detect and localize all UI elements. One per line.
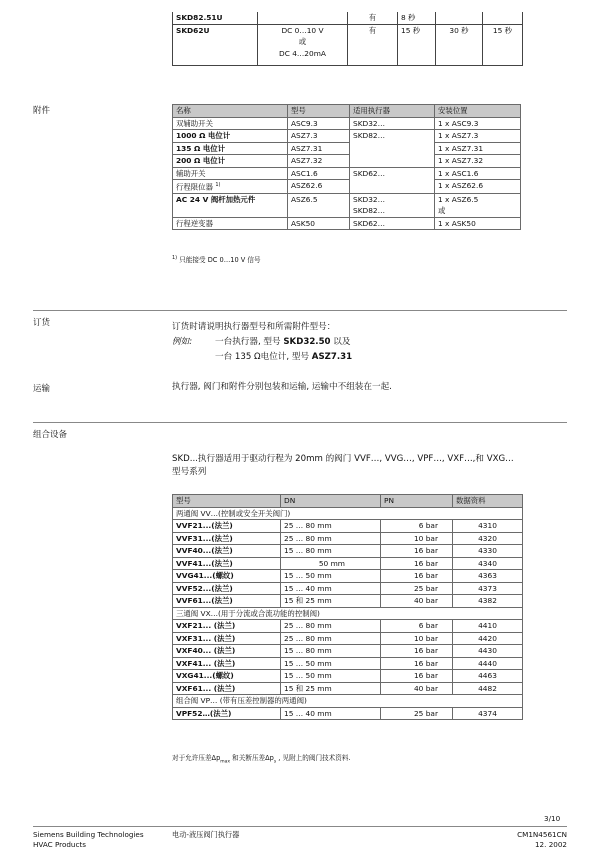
cell: SKD62…	[350, 167, 435, 180]
example-label: 例如:	[172, 337, 193, 347]
cell: 10 bar	[381, 532, 453, 545]
section-divider	[33, 422, 567, 423]
cell: 15 和 25 mm	[281, 595, 381, 608]
cell: 4420	[453, 632, 523, 645]
table-row	[173, 545, 523, 558]
cell: 15 秒	[483, 24, 523, 65]
cell: 4320	[453, 532, 523, 545]
cell: VVG41...(螺纹)	[173, 570, 281, 583]
cell: 30 秒	[436, 24, 483, 65]
cell-line: 或	[438, 206, 446, 216]
cell	[435, 193, 521, 217]
cell: 有	[348, 12, 398, 24]
valves-table	[172, 494, 523, 720]
cell: ASZ7.3	[288, 130, 350, 143]
cell: 4363	[453, 570, 523, 583]
note-text: 对于允许压差Δp	[172, 754, 221, 762]
table-row	[173, 142, 521, 155]
footer-doc-id	[517, 830, 567, 849]
devices-intro-line-1: SKD...执行器适用于驱动行程为 20mm 的阀门 VVF…, VVG…, VPF…, VXF…,和 VXG…	[172, 454, 514, 464]
footnote-mark: 1)	[172, 254, 178, 261]
column-header: 安装位置	[435, 105, 521, 118]
cell: ASC9.3	[288, 117, 350, 130]
accessories-footnote	[172, 254, 261, 264]
note-sub: max	[220, 759, 231, 765]
devices-intro-line-2: 型号系列	[172, 467, 207, 477]
cell: 有	[348, 24, 398, 65]
column-header: 数据资料	[453, 495, 523, 508]
cell: 40 bar	[381, 595, 453, 608]
cell: 135 Ω 电位计	[173, 142, 288, 155]
footnote-text: 只能接受 DC 0…10 V 信号	[179, 256, 261, 264]
cell: 200 Ω 电位计	[173, 155, 288, 168]
footer-doc-title: 电动-液压阀门执行器	[172, 830, 240, 839]
cell: 4310	[453, 520, 523, 533]
note-text: 和关断压差Δp	[230, 754, 274, 762]
group-row	[173, 607, 523, 620]
column-header: PN	[381, 495, 453, 508]
table-row	[173, 657, 523, 670]
ordering-example-line-2	[215, 351, 352, 364]
table-row	[173, 155, 521, 168]
cell: 4463	[453, 670, 523, 683]
example-model: SKD32.50	[283, 337, 331, 347]
cell	[350, 142, 435, 155]
cell: 4340	[453, 557, 523, 570]
cell: 10 bar	[381, 632, 453, 645]
cell: ASZ62.6	[288, 180, 350, 194]
cell: ASC1.6	[288, 167, 350, 180]
note-sub: s	[273, 759, 277, 765]
table-row	[173, 645, 523, 658]
cell-line: SKD82…	[353, 206, 386, 216]
table-row	[173, 193, 521, 217]
column-header: 适用执行器	[350, 105, 435, 118]
table-row	[173, 117, 521, 130]
cell: 6 bar	[381, 520, 453, 533]
cell: 1 x ASC9.3	[435, 117, 521, 130]
cell	[350, 155, 435, 168]
cell: 15 和 25 mm	[281, 682, 381, 695]
cell: 15 … 50 mm	[281, 570, 381, 583]
table-row	[173, 707, 523, 720]
cell: VVF41...(法兰)	[173, 557, 281, 570]
column-header: 型号	[173, 495, 281, 508]
table-header-row	[173, 105, 521, 118]
cell-line: 1 x ASZ6.5	[438, 194, 479, 204]
cell: 1 x ASC1.6	[435, 167, 521, 180]
cell: VXF41... (法兰)	[173, 657, 281, 670]
cell: 1 x ASZ7.3	[435, 130, 521, 143]
cell: SKD82.51U	[173, 12, 258, 24]
table-row	[173, 167, 521, 180]
group-row	[173, 507, 523, 520]
cell: SKD62…	[350, 217, 435, 230]
cell: ASK50	[288, 217, 350, 230]
ordering-example-line-1	[215, 336, 350, 349]
cell: 4410	[453, 620, 523, 633]
cell	[173, 180, 288, 194]
cell: 16 bar	[381, 545, 453, 558]
column-header: 名称	[173, 105, 288, 118]
cell: 15 … 50 mm	[281, 670, 381, 683]
cell-line: DC 4…20mA	[279, 48, 326, 58]
cell	[350, 180, 435, 194]
group-title: 三通阀 VX…(用于分流或合流功能的控制阀)	[173, 607, 523, 620]
cell: 25 bar	[381, 707, 453, 720]
devices-label: 组合设备	[33, 430, 68, 440]
cell: 1 x ASZ7.31	[435, 142, 521, 155]
cell: 15 … 50 mm	[281, 657, 381, 670]
cell: 4374	[453, 707, 523, 720]
ordering-intro: 订货时请说明执行器型号和所需附件型号：	[172, 322, 336, 332]
example-text: 一台执行器, 型号	[215, 337, 284, 347]
cell: ASZ7.32	[288, 155, 350, 168]
doc-date: 12. 2002	[534, 839, 567, 849]
cell	[436, 12, 483, 24]
table-row	[173, 670, 523, 683]
cell: SKD82…	[350, 130, 435, 143]
cell	[258, 12, 348, 24]
footnote-mark: 1)	[215, 182, 221, 188]
cell: 双辅助开关	[173, 117, 288, 130]
cell: 15 … 40 mm	[281, 582, 381, 595]
table-row	[173, 24, 523, 65]
cell: SKD32…	[350, 117, 435, 130]
cell: 4482	[453, 682, 523, 695]
table-row	[173, 12, 523, 24]
cell: 4330	[453, 545, 523, 558]
cell: ASZ7.31	[288, 142, 350, 155]
cell-line: SKD32…	[353, 194, 386, 204]
cell	[350, 193, 435, 217]
cell-line: DC 0…10 V	[281, 25, 324, 35]
cell: VVF31...(法兰)	[173, 532, 281, 545]
cell: 25 bar	[381, 582, 453, 595]
cell: 16 bar	[381, 570, 453, 583]
cell: 8 秒	[398, 12, 436, 24]
table-row	[173, 632, 523, 645]
cell: 4382	[453, 595, 523, 608]
cell: 15 … 80 mm	[281, 545, 381, 558]
cell: 4440	[453, 657, 523, 670]
accessories-table	[172, 104, 521, 230]
cell: 4373	[453, 582, 523, 595]
cell: 15 秒	[398, 24, 436, 65]
column-header: DN	[281, 495, 381, 508]
cell: 1 x ASZ62.6	[435, 180, 521, 194]
cell: VXF61... (法兰)	[173, 682, 281, 695]
footer-divider	[33, 826, 567, 827]
accessories-label: 附件	[33, 106, 51, 116]
transport-label: 运输	[33, 384, 51, 394]
cell	[483, 12, 523, 24]
cell: 4430	[453, 645, 523, 658]
cell: 辅助开关	[173, 167, 288, 180]
page-number: 3/10	[544, 814, 561, 823]
cell-line: 或	[298, 37, 307, 46]
actuator-spec-table	[172, 12, 523, 66]
ordering-label: 订货	[33, 318, 51, 328]
table-row	[173, 520, 523, 533]
cell: VXF31... (法兰)	[173, 632, 281, 645]
table-row	[173, 620, 523, 633]
section-divider	[33, 310, 567, 311]
devices-note	[172, 752, 351, 764]
company-line: Siemens Building Technologies	[33, 830, 144, 839]
cell: 1 x ASK50	[435, 217, 521, 230]
column-header: 型号	[288, 105, 350, 118]
table-row	[173, 582, 523, 595]
cell: 行程逆变器	[173, 217, 288, 230]
cell: VVF52...(法兰)	[173, 582, 281, 595]
table-row	[173, 595, 523, 608]
cell: VVF21...(法兰)	[173, 520, 281, 533]
cell: VXF21... (法兰)	[173, 620, 281, 633]
cell: 25 … 80 mm	[281, 532, 381, 545]
group-title: 组合阀 VP… (带有压差控制器的两通阀)	[173, 695, 523, 708]
table-row	[173, 130, 521, 143]
ordering-example-label	[172, 336, 192, 349]
cell: 1 x ASZ7.32	[435, 155, 521, 168]
cell: ASZ6.5	[288, 193, 350, 217]
cell: 25 … 80 mm	[281, 620, 381, 633]
table-row	[173, 570, 523, 583]
example-text: 一台 135 Ω电位计, 型号	[215, 352, 312, 362]
transport-text: 执行器, 阀门和附件分别包装和运输, 运输中不组装在一起.	[172, 382, 392, 392]
company-line: HVAC Products	[33, 839, 86, 849]
cell: AC 24 V 阀杆加热元件	[173, 193, 288, 217]
cell: 40 bar	[381, 682, 453, 695]
cell	[258, 24, 348, 65]
cell: 16 bar	[381, 657, 453, 670]
accessory-name: 行程限位器	[176, 182, 213, 192]
cell: VVF61...(法兰)	[173, 595, 281, 608]
cell: VXF40... (法兰)	[173, 645, 281, 658]
cell: 15 … 80 mm	[281, 645, 381, 658]
table-row	[173, 180, 521, 194]
cell: 50 mm	[281, 557, 381, 570]
cell: 6 bar	[381, 620, 453, 633]
cell: VPF52…(法兰)	[173, 707, 281, 720]
cell: VXG41...(螺纹)	[173, 670, 281, 683]
table-header-row	[173, 495, 523, 508]
table-row	[173, 532, 523, 545]
cell: 25 … 80 mm	[281, 632, 381, 645]
table-row	[173, 682, 523, 695]
cell: 16 bar	[381, 645, 453, 658]
footer-company	[33, 830, 144, 849]
table-row	[173, 557, 523, 570]
cell: 16 bar	[381, 557, 453, 570]
example-model: ASZ7.31	[311, 352, 353, 362]
group-title: 两通阀 VV…(控制或安全开关阀门)	[173, 507, 523, 520]
cell: 1000 Ω 电位计	[173, 130, 288, 143]
cell: VVF40...(法兰)	[173, 545, 281, 558]
cell: 16 bar	[381, 670, 453, 683]
doc-id: CM1N4561CN	[517, 830, 567, 839]
cell: 15 … 40 mm	[281, 707, 381, 720]
group-row	[173, 695, 523, 708]
note-text: , 见附上的阀门技术资料.	[276, 754, 351, 762]
cell: SKD62U	[173, 24, 258, 65]
cell: 25 … 80 mm	[281, 520, 381, 533]
table-row	[173, 217, 521, 230]
example-text: 以及	[330, 337, 351, 347]
